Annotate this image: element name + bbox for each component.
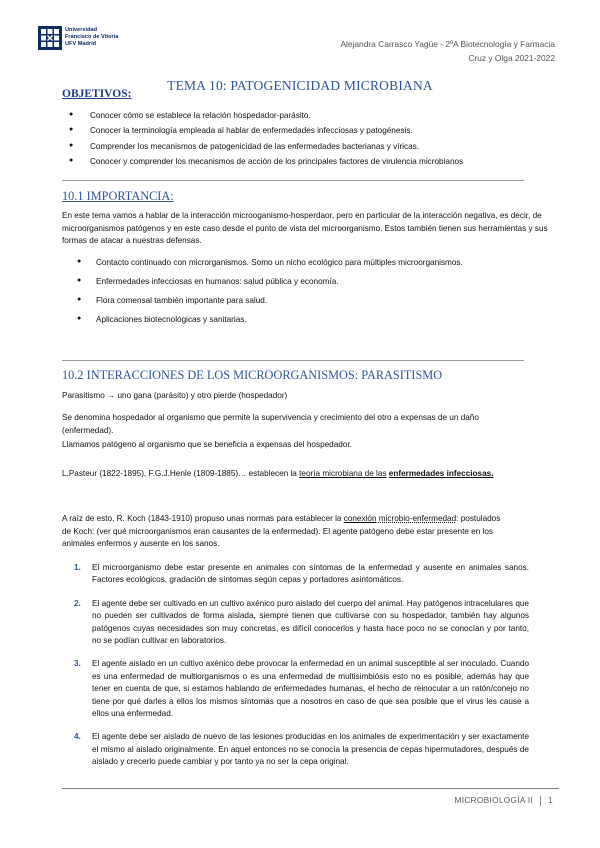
page-footer (455, 795, 554, 806)
list-item: ● Enfermedades infecciosas en humanos: salud pública y economía. (77, 277, 339, 287)
list-item: 3. El agente aislado en un cultivo axénico debe provocar la enfermedad en un animal susceptible al ser inoculado. Cuando es una enfermedad de multiorganismos o es una enfermedad de multisimbiósis esto no es posible, además hay que tener en cuenta de que, si estamos hablando de enfermedades humanas, el hecho de reinocular a un ratón/conejo no tiene por qué darles a ellos los mismos síntomas que a nosotros en caso de que sea posible que el virus les cause a ellos una enfermedad. (74, 659, 529, 719)
list-item: ● Conocer y comprender los mecanismos de acción de los principales factores de virulencia microbianos (69, 157, 464, 167)
importancia-list (77, 258, 463, 334)
divider (62, 180, 524, 181)
bullet-icon: ● (69, 141, 74, 149)
footer-divider (62, 788, 559, 789)
enfermedades-infecciosas-link: enfermedades infecciosas. (388, 469, 494, 478)
page-number: 1 (548, 795, 553, 805)
list-item: 4. El agente debe ser aislado de nuevo de las lesiones producidas en los animales de experimentación y ser exactamente el mismo al aislado originalmente. En aquel entonces no se conocía la presencia de cepas hipermutadores, después de aislado y crecerlo puede cambiar y por tanto ya no ser la cepa original. (74, 732, 529, 767)
bullet-icon: ● (77, 315, 82, 323)
patogeno-definition: Llamamos patógeno al organismo que se beneficia a expensas del hospedador. (62, 440, 352, 449)
bullet-icon: ● (69, 126, 74, 134)
logo-line-2: Francisco de Vitoria (65, 34, 119, 41)
divider (62, 360, 524, 361)
page-title: TEMA 10: PATOGENICIDAD MICROBIANA (167, 78, 433, 93)
bullet-icon: ● (69, 111, 74, 118)
university-logo (38, 26, 134, 50)
footer-separator (540, 796, 541, 806)
footer-subject: MICROBIOLOGÍA II (454, 795, 534, 805)
koch-paragraph: A raíz de esto, R. Koch (1843-1910) propuso unas normas para establecer la conexión microbio-enfermedad: postulados de Koch: (ver qué microorganismos eran causantes de la enfermedad). El agente patógeno debe estar presente en los animales enfermos y ausente en los sanos. (62, 514, 501, 549)
pasteur-paragraph: L.Pasteur (1822-1895), F.G.J.Henle (1809-1885)… establecen la teoría microbiana de las enfermedades infecciosas. (62, 469, 494, 478)
logo-text (65, 27, 118, 49)
list-item: ● Comprender los mecanismos de patogenicidad de las enfermedades bacterianas y víricas. (69, 141, 420, 151)
header-authors (340, 38, 555, 65)
list-item: ● Aplicaciones biotecnológicas y sanitarias. (77, 315, 247, 325)
header-authors-line-2: Cruz y Olga 2021-2022 (468, 52, 555, 63)
section-2-heading: 10.2 INTERACCIONES DE LOS MICROORGANISMOS: PARASITISMO (62, 368, 443, 382)
bullet-icon: ● (69, 157, 74, 165)
list-item: 2. El agente debe ser cultivado en un cultivo axénico puro aislado del cuerpo del animal. Hay patógenos intracelulares que no pueden ser cultivados de forma aislada, siempre tienen que cultivarse con su hospedador, también hay algunos patógenos cuyas necesidades son muy concretas, es difícil conocerlos y hasta hace poco no se conocían y por tanto, no se podían cultivar en laboratorios. (74, 598, 529, 646)
bullet-icon: ● (77, 258, 82, 265)
koch-postulates-list (74, 562, 529, 769)
list-item: ● Conocer cómo se establece la relación hospedador-parásito. (69, 111, 311, 120)
hospedador-definition: Se denomina hospedador al organismo que permite la supervivencia y crecimiento del otro a expensas de un daño (enfermedad). (62, 413, 479, 435)
section-1-paragraph: En este tema vamos a hablar de la interacción microoganismo-hosperdaor, pero en particular de la interacción negativa, es decir, de microorganismos patógenos y en este caso desde el punto de vista del microorganismo. Estos también tienen sus herramientas y sus formas de atacar a nuestras defensas. (62, 211, 548, 246)
bullet-icon: ● (77, 296, 82, 304)
logo-line-1: Universidad (65, 27, 98, 33)
parasitismo-definition: Parasitismo → uno gana (parásito) y otro pierde (hospedador) (62, 391, 288, 400)
list-item: ● Contacto continuado con microrganismos. Somo un nicho ecológico para múltiples microorganismos. (77, 258, 463, 267)
logo-line-3: UFV Madrid (65, 41, 97, 48)
ufv-emblem-icon (38, 26, 62, 50)
teoria-microbiana-link: teoría microbiana de las (299, 469, 387, 478)
conexion-link: conexión (343, 514, 377, 523)
microbio-enfermedad-link: microbio-enfermedad (378, 514, 457, 523)
list-item: ● Conocer la terminología empleada al hablar de enfermedades infecciosas y patogénesis. (69, 126, 413, 136)
list-item: 1. El microorganismo debe estar presente en animales con síntomas de la enfermedad y ausente en animales sanos. Factores ecológicos, gradación de síntomas según cepas y portadores asintomáticos. (74, 563, 529, 585)
section-1-heading: 10.1 IMPORTANCIA: (62, 189, 174, 203)
bullet-icon: ● (77, 277, 82, 285)
list-item: ● Flora comensal también importante para salud. (77, 296, 268, 306)
objetivos-heading: OBJETIVOS: (62, 88, 132, 100)
header-authors-line-1: Alejandra Carrasco Yagüe - 2ºA Biotecnología y Farmacia (340, 39, 555, 49)
objetivos-list (69, 111, 464, 173)
